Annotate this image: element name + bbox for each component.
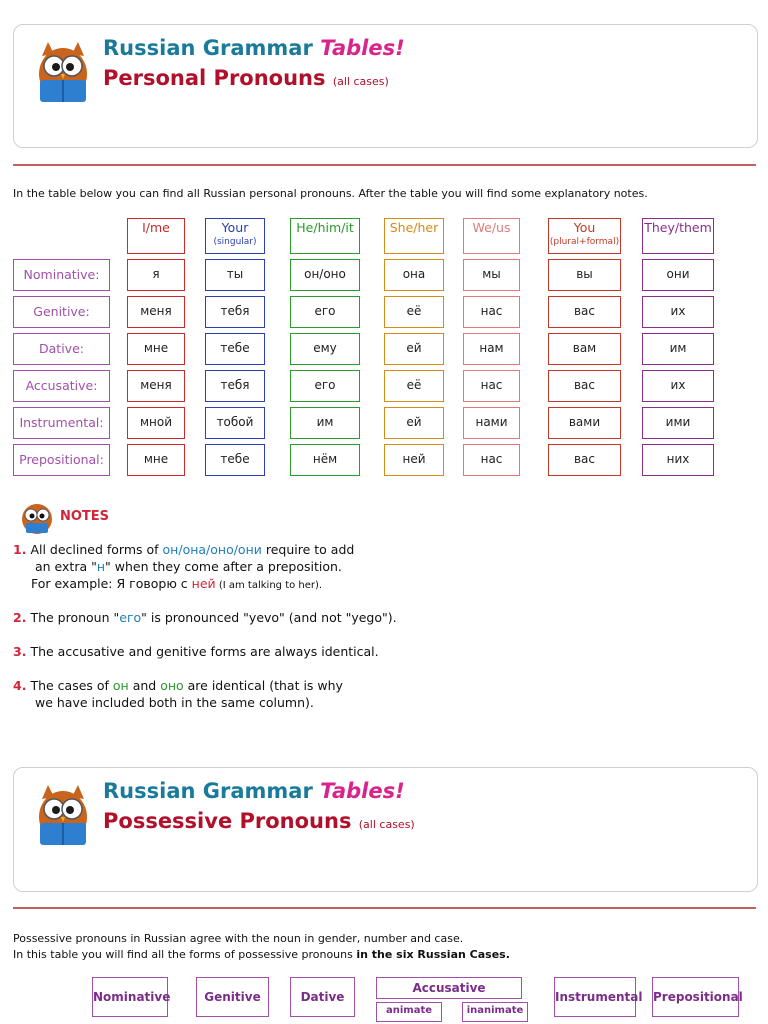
pronoun-cell: она [384,259,444,291]
note-text: we have included both in the same column). [35,695,314,710]
pronoun-cell: тебе [205,333,265,365]
pronoun-cell: их [642,370,714,402]
note-text: " is pronounced "yevo" (and not "yego"). [141,610,397,625]
page-title-small: (all cases) [358,818,415,831]
pronoun-cell: вас [548,296,621,328]
case-header-instrumental: Instrumental [554,977,636,1017]
column-header [205,218,265,254]
note-highlight: он/она/оно/они [162,542,262,557]
column-header-label: You [573,220,596,235]
pronoun-cell: нас [463,296,520,328]
column-header-label: We/us [472,220,511,235]
pronoun-cell: вас [548,444,621,476]
column-header-label: He/him/it [296,220,354,235]
pronoun-cell: тебе [205,444,265,476]
note-3 [13,643,379,660]
case-header-animate: animate [376,1002,442,1022]
note-text: The pronoun " [30,610,120,625]
note-highlight: оно [160,678,184,693]
intro-bold: in the six Russian Cases. [356,948,510,961]
pronoun-cell: ты [205,259,265,291]
row-header-case: Genitive: [13,296,110,328]
row-header-case: Dative: [13,333,110,365]
column-header [290,218,360,254]
pronoun-cell: ему [290,333,360,365]
column-header [463,218,520,254]
pronoun-cell: тебя [205,296,265,328]
pronoun-cell: вам [548,333,621,365]
page-title-small: (all cases) [332,75,389,88]
note-text: The cases of [30,678,113,693]
owl-small-icon [18,500,56,536]
note-number: 4. [13,678,27,693]
intro-text: In the table below you can find all Russian personal pronouns. After the table you will find some explanatory notes. [13,187,648,200]
note-number: 2. [13,610,27,625]
pronoun-cell: них [642,444,714,476]
site-title-main: Russian Grammar [103,36,321,60]
owl-mascot-icon [28,38,98,108]
column-header-label: They/them [644,220,712,235]
case-header-prepositional: Prepositional [652,977,739,1017]
column-header-label: I/me [142,220,170,235]
column-header [127,218,185,254]
pronoun-cell: ней [384,444,444,476]
note-text: an extra " [35,559,97,574]
site-title-main: Russian Grammar [103,779,321,803]
row-header-case: Accusative: [13,370,110,402]
note-2 [13,609,397,626]
note-highlight: ней [191,576,216,591]
page-title [103,809,415,833]
divider [13,907,756,909]
case-header-accusative: Accusative [376,977,522,999]
note-text: (I am talking to her). [215,580,323,591]
pronoun-cell: вами [548,407,621,439]
note-4 [13,677,343,711]
column-header-sub: (singular) [213,237,257,247]
note-1 [13,541,354,594]
pronoun-cell: ей [384,333,444,365]
column-header [384,218,444,254]
case-header-inanimate: inanimate [462,1002,528,1022]
column-header [548,218,621,254]
page-title-main: Possessive Pronouns [103,809,352,833]
pronoun-cell: ей [384,407,444,439]
pronoun-cell: мне [127,444,185,476]
pronoun-cell: мы [463,259,520,291]
intro-line: Possessive pronouns in Russian agree with the noun in gender, number and case. [13,932,464,945]
note-number: 3. [13,644,27,659]
row-header-case: Nominative: [13,259,110,291]
row-header-case: Prepositional: [13,444,110,476]
note-text: All declined forms of [30,542,163,557]
pronoun-cell: их [642,296,714,328]
pronoun-cell: он/оно [290,259,360,291]
owl-mascot-icon [28,781,98,851]
note-highlight: н [96,559,106,574]
column-header-label: Your [221,220,249,235]
pronoun-cell: им [642,333,714,365]
pronoun-cell: ими [642,407,714,439]
pronoun-cell: нём [290,444,360,476]
note-text: For example: Я говорю с [31,576,192,591]
note-highlight: его [119,610,142,625]
column-header [642,218,714,254]
pronoun-cell: вас [548,370,621,402]
note-text: and [128,678,161,693]
note-text: The accusative and genitive forms are always identical. [30,644,379,659]
pronoun-cell: я [127,259,185,291]
column-header-label: She/her [389,220,439,235]
pronoun-cell: меня [127,370,185,402]
pronoun-cell: нами [463,407,520,439]
column-header-sub: (plural+formal) [549,237,620,247]
pronoun-cell: им [290,407,360,439]
pronoun-cell: нас [463,444,520,476]
pronoun-cell: её [384,296,444,328]
pronoun-cell: его [290,296,360,328]
note-text: are identical (that is why [183,678,343,693]
page-title [103,66,389,90]
pronoun-cell: вы [548,259,621,291]
pronoun-cell: меня [127,296,185,328]
pronoun-cell: тобой [205,407,265,439]
case-header-nominative: Nominative [92,977,168,1017]
site-title-accent: Tables! [320,779,405,803]
case-header-dative: Dative [290,977,355,1017]
pronoun-cell: нам [463,333,520,365]
site-title [103,779,405,803]
notes-title: NOTES [60,509,110,524]
intro-text [13,931,510,963]
pronoun-cell: нас [463,370,520,402]
row-header-case: Instrumental: [13,407,110,439]
pronoun-cell: они [642,259,714,291]
pronoun-cell: его [290,370,360,402]
note-number: 1. [13,542,27,557]
note-text: " when they come after a preposition. [105,559,342,574]
pronoun-cell: мне [127,333,185,365]
site-title-accent: Tables! [320,36,405,60]
divider [13,164,756,166]
note-highlight: он [112,678,129,693]
case-header-genitive: Genitive [196,977,269,1017]
site-title [103,36,405,60]
pronoun-cell: мной [127,407,185,439]
page-title-main: Personal Pronouns [103,66,326,90]
pronoun-cell: её [384,370,444,402]
note-text: require to add [261,542,355,557]
pronoun-cell: тебя [205,370,265,402]
intro-line: In this table you will find all the forms of possessive pronouns [13,948,357,961]
